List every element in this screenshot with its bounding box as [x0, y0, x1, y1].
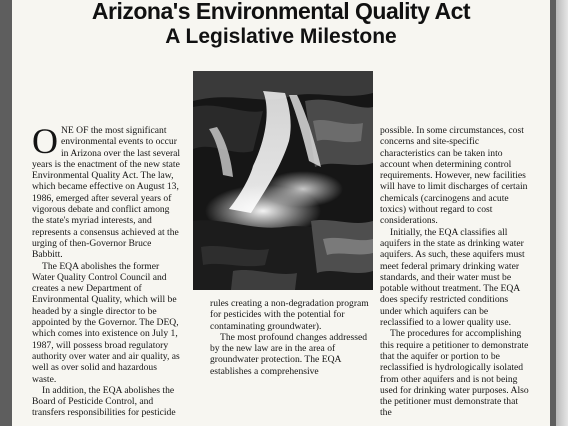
- paragraph: Initially, the EQA classifies all aquifers in the state as drinking water aquifers. As such, these aquifers must meet federal primary drinking water standards, and their water must be potable without treatment. The EQA does specify restricted conditions under which aquifers can be reclassified to a lower quality use.: [380, 226, 525, 329]
- article-subtitle: A Legislative Milestone: [165, 25, 397, 48]
- paragraph: possible. In some circumstances, cost concerns and site-specific characteristics can be taken into account when determining control requirements. However, new facilities will have to limit discharges of certain chemicals (carcinogens and acute toxics) without regard to cost considerations.: [380, 125, 528, 227]
- text-column-left: [32, 121, 182, 419]
- paragraph: The procedures for accomplishing this require a petitioner to demonstrate that the aquifer or portion to be reclassified is hydrologically isolated from other aquifers and is not being used for drinking water purposes. Also the petitioner must demonstrate that the: [380, 328, 529, 419]
- waterfall-photo: [193, 71, 373, 290]
- text-column-middle: [210, 298, 370, 377]
- waterfall-illustration: [193, 71, 373, 290]
- paragraph: [32, 121, 182, 261]
- page-edge: [556, 0, 568, 426]
- paragraph: The EQA abolishes the former Water Quality Control Council and creates a new Department of Environmental Quality, which will be headed by a single director to be appointed by the Governor. The DEQ, which comes into existence on July 1, 1987, will possess broad regulatory authority over water and air quality, as well as over solid and hazardous waste.: [32, 260, 180, 385]
- text-column-right: [380, 125, 530, 419]
- paragraph-text: NE OF the most significant environmental events to occur in Arizona over the last several years is the enactment of the new state Environmental Quality Act. The law, which became effective on August 13, 1986, emerged after several years of vigorous debate and conflict among the state's myriad interests, and represents a consensus achieved at the urging of then-Governor Bruce Babbitt.: [32, 125, 181, 261]
- article-title: Arizona's Environmental Quality Act: [91, 0, 471, 24]
- paragraph: rules creating a non-degradation program for pesticides with the potential for contaminating groundwater).: [210, 298, 369, 332]
- drop-cap: O: [32, 121, 58, 161]
- paragraph: The most profound changes addressed by the new law are in the area of groundwater protection. The EQA establishes a comprehensive: [210, 331, 368, 377]
- document-page: [12, 0, 550, 426]
- paragraph: In addition, the EQA abolishes the Board of Pesticide Control, and transfers responsibilities for pesticide: [32, 384, 176, 419]
